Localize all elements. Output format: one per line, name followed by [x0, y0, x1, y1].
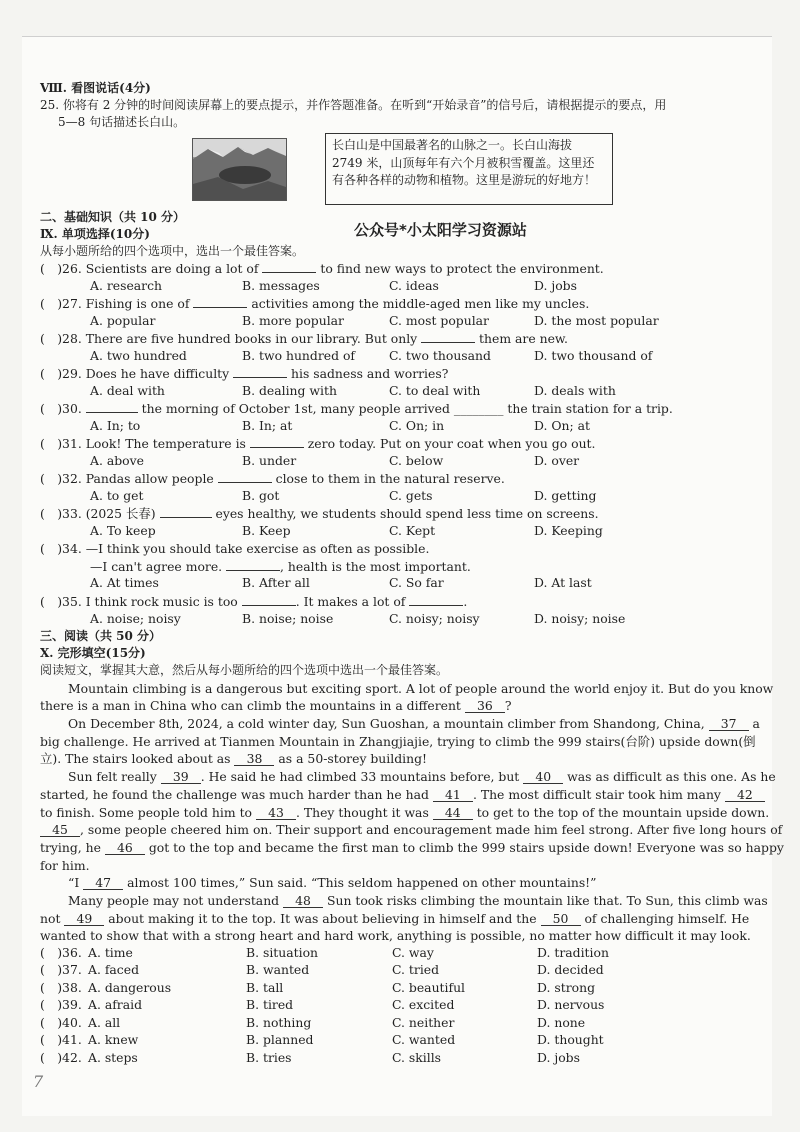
q25-line2: 5—8 句话描述长白山。: [58, 115, 186, 129]
option[interactable]: D. none: [537, 1015, 586, 1030]
blank-49: 49: [64, 913, 104, 926]
option[interactable]: D. noisy; noise: [534, 611, 626, 626]
option[interactable]: A. To keep: [90, 523, 156, 538]
option[interactable]: B. Keep: [242, 523, 291, 538]
question-stem: ( )27. Fishing is one of activities among the middle-aged men like my uncles.: [40, 296, 590, 311]
changbai-info-box: 长白山是中国最著名的山脉之一。长白山海拔 2749 米，山顶每年有六个月被积雪覆盖。这里还有各种各样的动物和植物。这里是游玩的好地方！: [325, 133, 613, 205]
option[interactable]: A. At times: [90, 575, 159, 590]
option[interactable]: D. thought: [537, 1032, 604, 1047]
option[interactable]: A. popular: [90, 313, 156, 328]
question-stem: ( )35. I think rock music is too . It makes a lot of .: [40, 594, 468, 609]
option[interactable]: A. steps: [88, 1050, 138, 1065]
option[interactable]: B. nothing: [246, 1015, 312, 1030]
option[interactable]: C. On; in: [389, 418, 445, 433]
section-10-title: Ⅹ. 完形填空(15分): [40, 646, 146, 660]
q25-line1: 25. 你将有 2 分钟的时间阅读屏幕上的要点提示，并作答题准备。在听到“开始录音”的信号后，请根据提示的要点，用: [40, 98, 667, 112]
option[interactable]: B. under: [242, 453, 297, 468]
question-stem: ( )33. (2025 长春) eyes healthy, we students should spend less time on screens.: [40, 506, 599, 521]
option[interactable]: A. knew: [88, 1032, 139, 1047]
part-3-title: 三、阅读（共 50 分）: [40, 629, 162, 643]
question-stem-reply: —I can't agree more. , health is the most important.: [90, 559, 471, 574]
passage-line: 45 , some people cheered him on. Their support and encouragement made him feel strong. After five long hours of: [40, 821, 782, 838]
passage-line: 立). The stairs looked about as 38 as a 50-storey building!: [40, 751, 428, 766]
blank-40: 40: [523, 771, 563, 784]
passage-line: Mountain climbing is a dangerous but exciting sport. A lot of people around the world enjoy it. But do you know: [68, 681, 774, 696]
option[interactable]: D. Keeping: [534, 523, 603, 538]
passage-line: big challenge. He arrived at Tianmen Mountain in Zhangjiajie, trying to climb the 999 stairs(台阶) upside down(倒: [40, 734, 756, 749]
option[interactable]: A. In; to: [90, 418, 141, 433]
option[interactable]: A. research: [90, 278, 163, 293]
option[interactable]: D. nervous: [537, 997, 605, 1012]
section-9-instructions: 从每小题所给的四个选项中，选出一个最佳答案。: [40, 244, 305, 258]
page-edge: [22, 36, 772, 37]
option[interactable]: A. dangerous: [88, 980, 172, 995]
question-number: ( )40.: [40, 1015, 82, 1030]
option[interactable]: D. deals with: [534, 383, 616, 398]
question-stem: ( )30. the morning of October 1st, many people arrived ________ the train station for a trip.: [40, 401, 673, 416]
option[interactable]: B. After all: [242, 575, 310, 590]
passage-line: to finish. Some people told him to 43 . They thought it was 44 to get to the top of the mountain upside down.: [40, 805, 770, 820]
option[interactable]: C. excited: [392, 997, 455, 1012]
question-number: ( )42.: [40, 1050, 82, 1065]
question-number: ( )36.: [40, 945, 82, 960]
option[interactable]: B. more popular: [242, 313, 344, 328]
option[interactable]: D. getting: [534, 488, 597, 503]
option[interactable]: D. the most popular: [534, 313, 659, 328]
option[interactable]: C. noisy; noisy: [389, 611, 480, 626]
blank-38: 38: [234, 753, 274, 766]
option[interactable]: A. to get: [90, 488, 144, 503]
option[interactable]: D. tradition: [537, 945, 609, 960]
question-stem: ( )29. Does he have difficulty his sadness and worries?: [40, 366, 449, 381]
passage-line: trying, he 46 got to the top and became the first man to climb the 999 stairs upside down! Everyone was so happy: [40, 840, 784, 855]
option[interactable]: B. tired: [246, 997, 294, 1012]
changbai-mountain-photo: [192, 138, 287, 201]
option[interactable]: A. afraid: [88, 997, 143, 1012]
option[interactable]: A. time: [88, 945, 133, 960]
option[interactable]: B. two hundred of: [242, 348, 356, 363]
blank-41: 41: [433, 789, 473, 802]
option[interactable]: C. skills: [392, 1050, 442, 1065]
option[interactable]: C. below: [389, 453, 444, 468]
blank-37: 37: [709, 718, 749, 731]
passage-line: for him.: [40, 858, 90, 873]
section-10-instructions: 阅读短文，掌握其大意，然后从每小题所给的四个选项中选出一个最佳答案。: [40, 663, 449, 677]
option[interactable]: B. situation: [246, 945, 319, 960]
option[interactable]: B. tall: [246, 980, 284, 995]
section-8-title: Ⅷ. 看图说话(4分): [40, 81, 151, 95]
blank-44: 44: [433, 807, 473, 820]
blank-46: 46: [105, 842, 145, 855]
blank-42: 42: [725, 789, 765, 802]
blank-39: 39: [161, 771, 201, 784]
passage-line: “I 47 almost 100 times,” Sun said. “This seldom happened on other mountains!”: [68, 875, 597, 890]
passage-line: Many people may not understand 48 Sun took risks climbing the mountain like that. To Sun, this climb was: [68, 893, 768, 908]
blank-47: 47: [83, 877, 123, 890]
question-number: ( )39.: [40, 997, 82, 1012]
option[interactable]: B. messages: [242, 278, 320, 293]
passage-line: not 49 about making it to the top. It was about believing in himself and the 50 of challenging himself. He: [40, 911, 750, 926]
option[interactable]: C. neither: [392, 1015, 455, 1030]
blank-43: 43: [256, 807, 296, 820]
blank-45: 45: [40, 824, 80, 837]
option[interactable]: A. noise; noisy: [90, 611, 181, 626]
blank-50: 50: [541, 913, 581, 926]
page-number: 7: [33, 1072, 44, 1091]
option[interactable]: B. planned: [246, 1032, 314, 1047]
option[interactable]: A. all: [88, 1015, 121, 1030]
passage-line: there is a man in China who can climb the mountains in a different 36 ?: [40, 698, 512, 713]
option[interactable]: D. jobs: [534, 278, 577, 293]
option[interactable]: C. Kept: [389, 523, 436, 538]
question-stem: ( )28. There are five hundred books in our library. But only them are new.: [40, 331, 568, 346]
option[interactable]: C. way: [392, 945, 434, 960]
option[interactable]: D. two thousand of: [534, 348, 653, 363]
option[interactable]: A. above: [90, 453, 144, 468]
option[interactable]: D. decided: [537, 962, 604, 977]
blank-36: 36: [465, 700, 505, 713]
option[interactable]: B. wanted: [246, 962, 310, 977]
passage-line: Sun felt really 39 . He said he had climbed 33 mountains before, but 40 was as difficult as this one. As he: [68, 769, 776, 784]
option[interactable]: A. two hundred: [90, 348, 187, 363]
option[interactable]: B. noise; noise: [242, 611, 334, 626]
watermark-text: 公众号*小太阳学习资源站: [354, 221, 527, 239]
question-stem: ( )32. Pandas allow people close to them in the natural reserve.: [40, 471, 505, 486]
question-number: ( )37.: [40, 962, 82, 977]
option[interactable]: C. gets: [389, 488, 433, 503]
passage-line: started, he found the challenge was much harder than he had 41 . The most difficult stair took him many 42: [40, 786, 765, 803]
question-number: ( )38.: [40, 980, 82, 995]
question-stem: ( )31. Look! The temperature is zero today. Put on your coat when you go out.: [40, 436, 596, 451]
part-2-title: 二、基础知识（共 10 分）: [40, 210, 186, 224]
option[interactable]: C. So far: [389, 575, 444, 590]
option[interactable]: B. got: [242, 488, 280, 503]
option[interactable]: D. over: [534, 453, 580, 468]
blank-48: 48: [283, 895, 323, 908]
option[interactable]: C. tried: [392, 962, 440, 977]
passage-line: wanted to show that with a strong heart and hard work, anything is possible, no matter how difficult it may look.: [40, 928, 751, 943]
question-stem: ( )34. —I think you should take exercise as often as possible.: [40, 541, 430, 556]
option[interactable]: C. wanted: [392, 1032, 456, 1047]
option[interactable]: A. faced: [88, 962, 140, 977]
option[interactable]: C. ideas: [389, 278, 439, 293]
option[interactable]: D. On; at: [534, 418, 590, 433]
option[interactable]: D. strong: [537, 980, 596, 995]
option[interactable]: A. deal with: [90, 383, 165, 398]
option[interactable]: C. two thousand: [389, 348, 491, 363]
question-stem: ( )26. Scientists are doing a lot of to find new ways to protect the environment.: [40, 261, 604, 276]
option[interactable]: C. beautiful: [392, 980, 466, 995]
option[interactable]: C. to deal with: [389, 383, 481, 398]
option[interactable]: B. dealing with: [242, 383, 337, 398]
passage-line: On December 8th, 2024, a cold winter day, Sun Guoshan, a mountain climber from Shandong, China, 37 a: [68, 716, 760, 731]
question-number: ( )41.: [40, 1032, 82, 1047]
option[interactable]: D. At last: [534, 575, 592, 590]
section-9-title: Ⅸ. 单项选择(10分): [40, 227, 150, 241]
option[interactable]: B. In; at: [242, 418, 293, 433]
option[interactable]: C. most popular: [389, 313, 489, 328]
option[interactable]: B. tries: [246, 1050, 292, 1065]
option[interactable]: D. jobs: [537, 1050, 580, 1065]
